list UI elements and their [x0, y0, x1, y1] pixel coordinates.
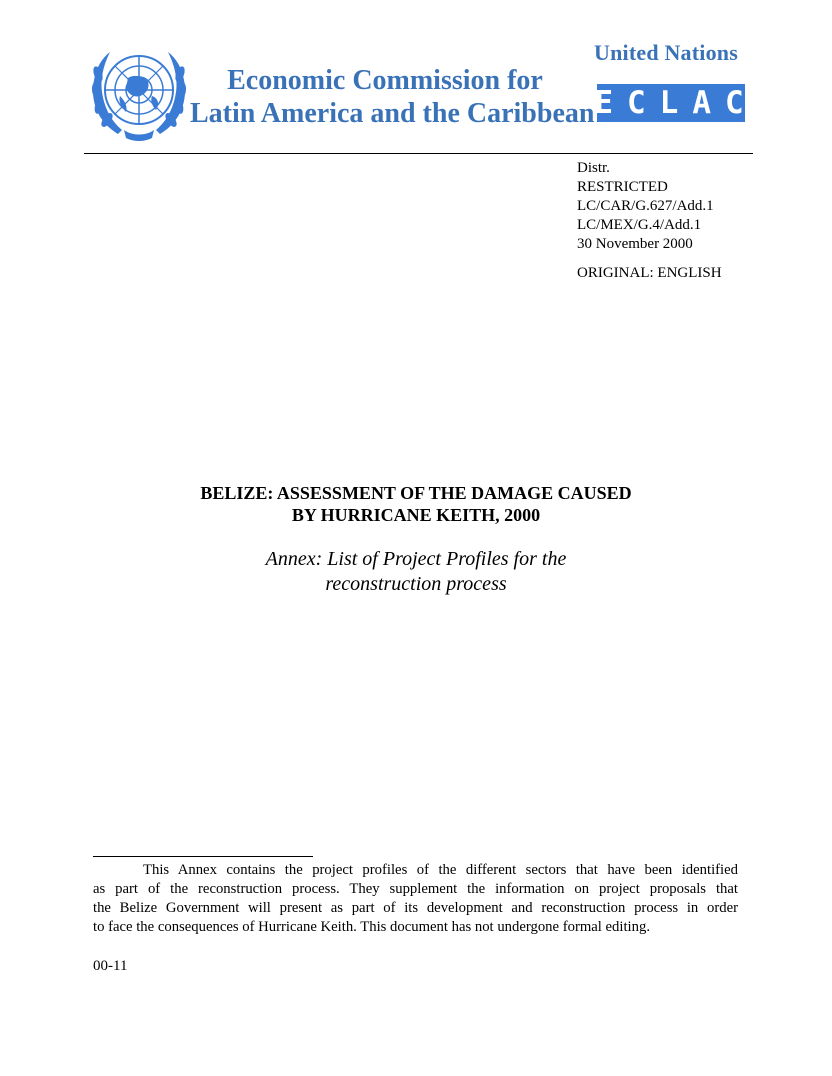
united-nations-label: United Nations: [594, 40, 738, 65]
original-language: ORIGINAL: ENGLISH: [577, 265, 722, 281]
commission-name-line2: Latin America and the Caribbean: [190, 98, 595, 129]
document-title-line2: BY HURRICANE KEITH, 2000: [291, 505, 541, 525]
document-date: 30 November 2000: [577, 236, 693, 252]
distribution-block: [577, 159, 722, 283]
eclac-logo: ECLAC: [594, 85, 758, 121]
footnote-divider: [93, 856, 313, 857]
commission-name-line1: Economic Commission for: [227, 65, 543, 96]
distr-label: Distr.: [577, 160, 610, 176]
document-subtitle-line2: reconstruction process: [325, 573, 507, 595]
document-symbol-car: LC/CAR/G.627/Add.1: [577, 198, 714, 214]
footnote: [93, 861, 738, 937]
document-number: 00-11: [93, 958, 128, 974]
footnote-line: the Belize Government will present as part of its development and reconstruction process in order: [93, 900, 738, 916]
restriction-label: RESTRICTED: [577, 179, 668, 195]
footnote-line: This Annex contains the project profiles of the different sectors that have been identified: [143, 862, 738, 878]
header-divider: [84, 153, 753, 154]
document-subtitle-line1: Annex: List of Project Profiles for the: [265, 548, 567, 570]
document-title: [0, 482, 832, 526]
document-subtitle: [0, 547, 832, 597]
un-emblem-icon: [88, 44, 190, 144]
commission-name: [190, 64, 595, 130]
document-title-line1: BELIZE: ASSESSMENT OF THE DAMAGE CAUSED: [200, 483, 632, 503]
document-symbol-mex: LC/MEX/G.4/Add.1: [577, 217, 702, 233]
footnote-line: to face the consequences of Hurricane Keith. This document has not undergone formal editing.: [93, 919, 650, 935]
footnote-line: as part of the reconstruction process. They supplement the information on project proposals that: [93, 881, 738, 897]
